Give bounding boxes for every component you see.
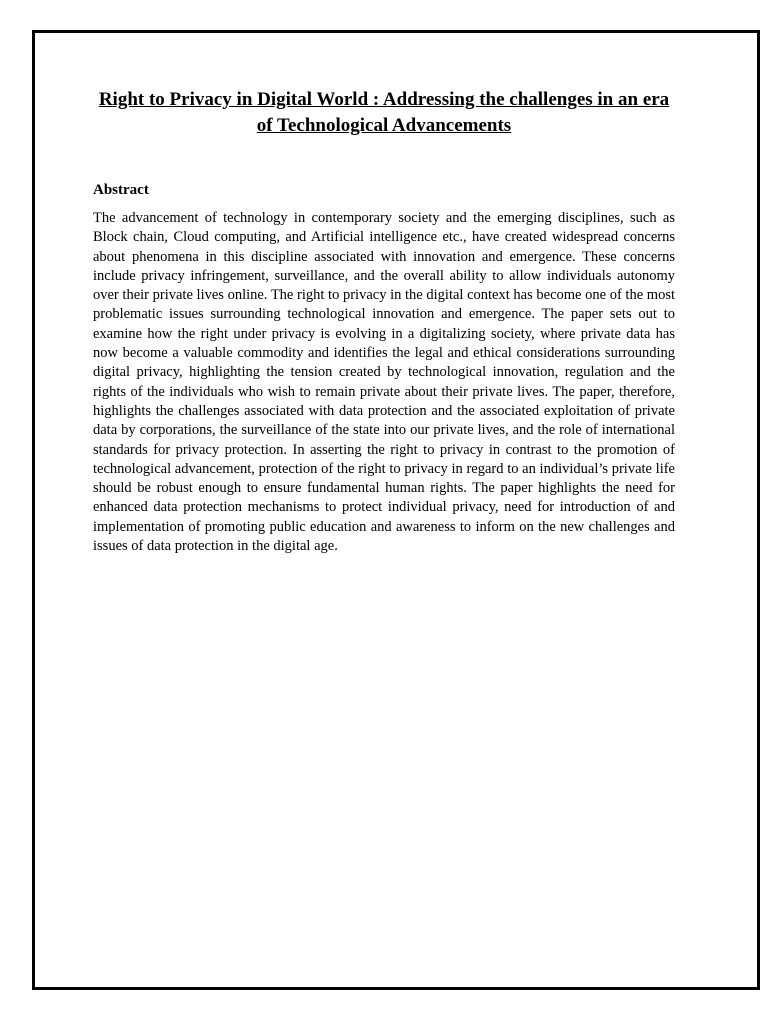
document-content <box>93 87 675 556</box>
paper-title: Right to Privacy in Digital World : Addressing the challenges in an era of Technological Advancements <box>98 89 670 136</box>
abstract-heading: Abstract <box>93 182 149 198</box>
abstract-text: The advancement of technology in contemporary society and the emerging disciplines, such as Block chain, Cloud computing, and Artificial intelligence etc., have created widespread concerns about phenomena in this discipline associated with innovation and emergence. These concerns include privacy infringement, surveillance, and the overall ability to allow individuals autonomy over their private lives online. The right to privacy in the digital context has become one of the most problematic issues surrounding technological innovation and emergence. The paper sets out to examine how the right under privacy is evolving in a digitalizing society, where private data has now become a valuable commodity and identifies the legal and ethical considerations surrounding digital privacy, highlighting the tension created by technological innovation, regulation and the rights of the individuals who wish to remain private about their private lives. The paper, therefore, highlights the challenges associated with data protection and the associated exploitation of private data by corporations, the surveillance of the state into our private lives, and the role of international standards for privacy protection. In asserting the right to privacy in contrast to the promotion of technological advancement, protection of the right to privacy in regard to an individual’s private life should be robust enough to ensure fundamental human rights. The paper highlights the need for enhanced data protection mechanisms to protect individual privacy, need for introduction of and implementation of promoting public education and awareness to inform on the new challenges and issues of data protection in the digital age. <box>93 210 675 555</box>
